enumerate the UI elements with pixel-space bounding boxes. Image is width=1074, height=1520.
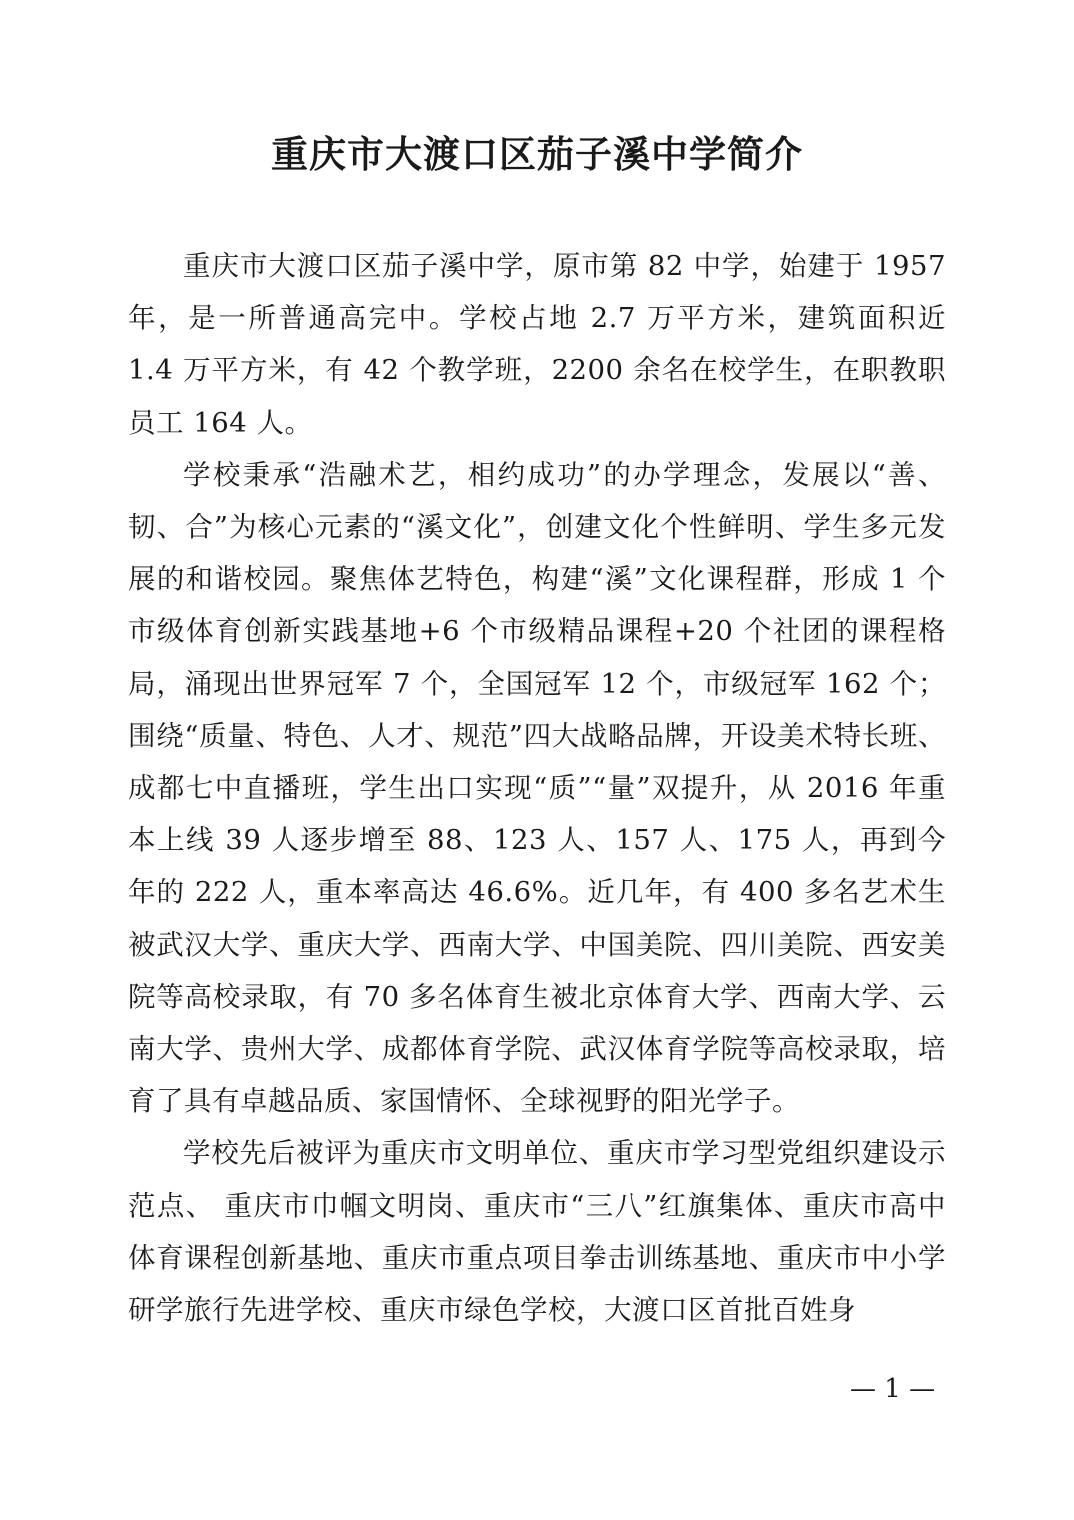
paragraph-philosophy-achievements: 学校秉承“浩融术艺，相约成功”的办学理念，发展以“善、韧、合”为核心元素的“溪文化”，创建文化个性鲜明、学生多元发展的和谐校园。聚焦体艺特色，构建“溪”文化课程群，形成 1 个市级体育创新实践基地+6 个市级精品课程+20 个社团的课程格局，涌现出世界冠军 7 个，全国冠军 12 个，市级冠军 162 个；围绕“质量、特色、人才、规范”四大战略品牌，开设美术特长班、成都七中直播班，学生出口实现“质”“量”双提升，从 2016 年重本上线 39 人逐步增至 88、123 人、157 人、175 人，再到今年的 222 人，重本率高达 46.6%。近几年，有 400 多名艺术生被武汉大学、重庆大学、西南大学、中国美院、四川美院、西安美院等高校录取，有 70 多名体育生被北京体育大学、西南大学、云南大学、贵州大学、成都体育学院、武汉体育学院等高校录取，培育了具有卓越品质、家国情怀、全球视野的阳光学子。 — [128, 458, 946, 1118]
document-body — [128, 240, 946, 1336]
document-title: 重庆市大渡口区茄子溪中学简介 — [271, 132, 803, 176]
page-number: — 1 — — [850, 1374, 936, 1404]
paragraph-honors: 学校先后被评为重庆市文明单位、重庆市学习型党组织建设示范点、 重庆市巾帼文明岗、重庆市“三八”红旗集体、重庆市高中体育课程创新基地、重庆市重点项目拳击训练基地、重庆市中小学研学旅行先进学校、重庆市绿色学校，大渡口区首批百姓身 — [128, 1137, 946, 1327]
paragraph-overview: 重庆市大渡口区茄子溪中学，原市第 82 中学，始建于 1957 年，是一所普通高完中。学校占地 2.7 万平方米，建筑面积近 1.4 万平方米，有 42 个教学班，2200 余名在校学生，在职教职员工 164 人。 — [128, 250, 946, 439]
